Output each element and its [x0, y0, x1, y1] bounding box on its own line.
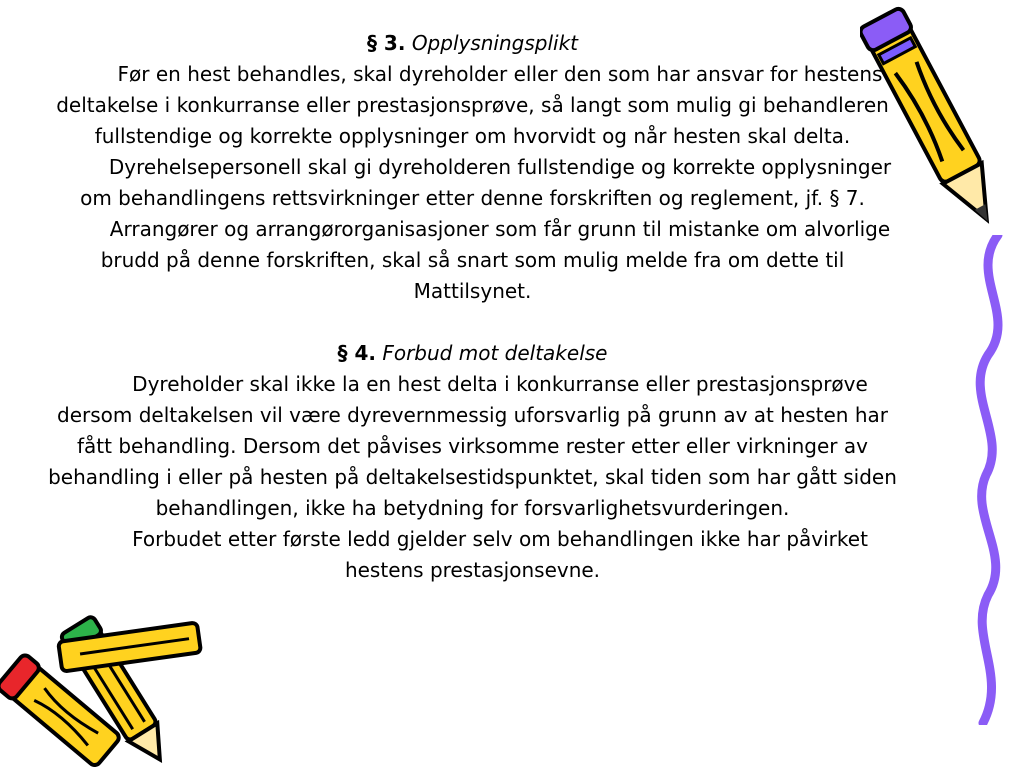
section-3-paragraph-1: Før en hest behandles, skal dyreholder eller den som har ansvar for hestens deltakelse i konkurranse eller prestasjonsprøve, så langt som mulig gi behandleren fullstendige og korrekte opplysninger om hvorvidt og når hesten skal delta.	[56, 62, 889, 148]
document-text	[40, 28, 905, 586]
section-4-paragraph-1: Dyreholder skal ikke la en hest delta i konkurranse eller prestasjonsprøve dersom deltakelsen vil være dyrevernmessig uforsvarlig på grunn av at hesten har fått behandling. Dersom det påvises virksomme rester etter eller virkninger av behandling i eller på hesten på deltakelsestidspunktet, skal tiden som har gått siden behandlingen, ikke ha betydning for forsvarlighetsvurderingen.	[48, 372, 897, 520]
section-4-heading	[40, 338, 905, 369]
section-4-title: Forbud mot deltakelse	[382, 341, 608, 365]
section-4-paragraph-2: Forbudet etter første ledd gjelder selv om behandlingen ikke har påvirket hestens prestasjonsevne.	[132, 527, 868, 582]
section-3-title: Opplysningsplikt	[411, 31, 579, 55]
section-3-number: § 3.	[366, 31, 406, 55]
section-3-heading	[40, 28, 905, 59]
pencils-clipart-icon	[0, 610, 210, 768]
section-3-paragraph-3: Arrangører og arrangørorganisasjoner som får grunn til mistanke om alvorlige brudd på denne forskriften, skal så snart som mulig melde fra om dette til Mattilsynet.	[100, 217, 891, 303]
squiggle-line-icon	[958, 235, 1024, 725]
section-4-number: § 4.	[337, 341, 376, 365]
section-3-paragraph-2: Dyrehelsepersonell skal gi dyreholderen fullstendige og korrekte opplysninger om behandlingens rettsvirkninger etter denne forskriften og reglement, jf. § 7.	[80, 155, 892, 210]
